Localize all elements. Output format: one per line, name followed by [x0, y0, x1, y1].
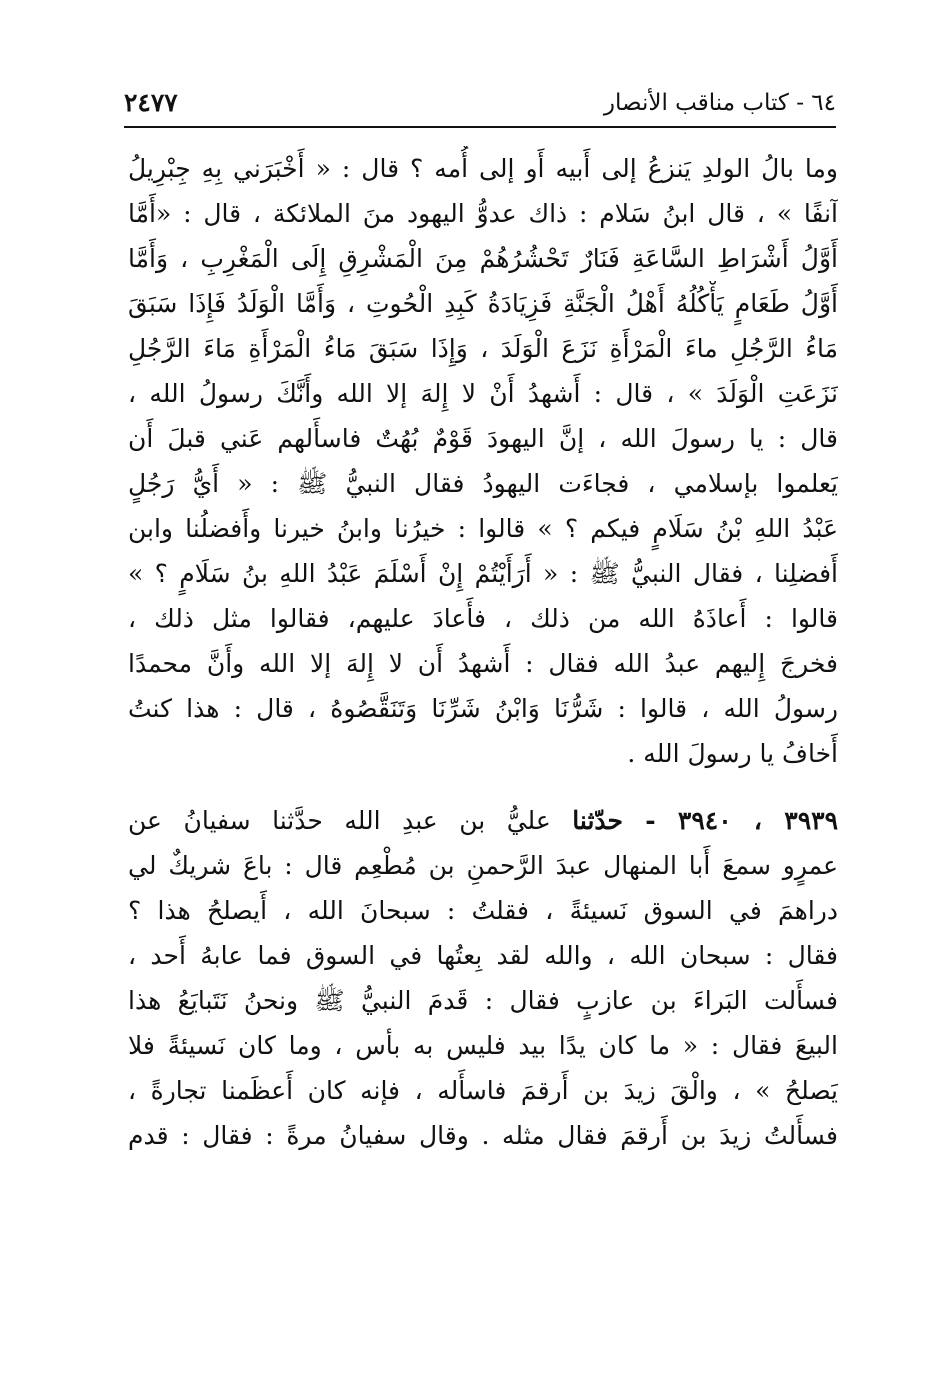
text-line: وما بالُ الولدِ يَنزعُ إلى أَبيه أَو إلى أُمه ؟ قال : « أَخْبَرَني بِهِ جِبْرِيلُ — [128, 154, 838, 183]
running-title: ٦٤ - كتاب مناقب الأنصار — [603, 90, 836, 116]
text-line: فخرجَ إِليهم عبدُ الله فقال : أَشهدُ أَن لا إِلهَ إلا الله وأَنَّ محمدًا — [128, 649, 838, 678]
text-line: قالوا : أَعاذَهُ الله من ذلك ، فأَعادَ عليهم، فقالوا مثل ذلك ، — [128, 604, 838, 633]
text-line: فسأَلتُ زيدَ بن أَرقمَ فقال مثله . وقال سفيانُ مرةً : فقال : قدم — [128, 1121, 838, 1150]
text-line: يَعلموا بإسلامي ، فجاءَت اليهودُ فقال النبيُّ ﷺ : « أَيُّ رَجُلٍ — [128, 469, 838, 498]
page-header — [124, 86, 836, 128]
text-line: عَبْدُ اللهِ بْنُ سَلَامٍ فيكم ؟ » قالوا : خيرُنا وابنُ خيرنا وأَفضلُنا وابن — [128, 514, 838, 543]
text-line: عمرٍو سمعَ أَبا المنهال عبدَ الرَّحمنِ بن مُطْعِم قال : باعَ شريكٌ لي — [128, 851, 838, 880]
text-line: أَفضلِنا ، فقال النبيُّ ﷺ : « أَرَأَيْتُمْ إِنْ أَسْلَمَ عَبْدُ اللهِ بنُ سَلَامٍ ؟ » — [128, 559, 838, 588]
text-line: قال : يا رسولَ الله ، إنَّ اليهودَ قَوْمٌ بُهُتٌ فاسأَلهم عَني قبلَ أَن — [128, 424, 838, 453]
text-line: فقال : سبحان الله ، والله لقد بِعتُها في السوق فما عابهُ أَحد ، — [128, 941, 838, 970]
text-line: فسأَلت البَراءَ بن عازبٍ فقال : قَدمَ النبيُّ ﷺ ونحنُ نَتَبايَعُ هذا — [128, 986, 838, 1015]
text-line: رسولُ الله ، قالوا : شَرُّنَا وَابْنُ شَرِّنَا وَتَنَقَّصُوهُ ، قال : هذا كنتُ — [128, 694, 838, 723]
text-line: نَزَعَتِ الْوَلَدَ » ، قال : أَشهدُ أَنْ لا إِلهَ إلا الله وأَنَّكَ رسولُ الله ، — [128, 379, 838, 408]
body-text — [128, 146, 838, 1158]
text-line: عليُّ بن عبدِ الله حدَّثنا سفيانُ عن — [128, 806, 573, 835]
text-line: أَخافُ يا رسولَ الله . — [627, 739, 838, 768]
text-line: مَاءُ الرَّجُلِ ماءَ الْمَرْأَةِ نَزَعَ الْوَلَدَ ، وَإِذَا سَبَقَ مَاءُ الْمَرْأَةِ مَاءَ الرَّجُلِ — [128, 334, 838, 363]
text-line: أَوَّلُ أَشْرَاطِ السَّاعَةِ فَنَارٌ تَحْشُرُهُمْ مِنَ الْمَشْرِقِ إِلَى الْمَغْرِبِ ، وَأَمَّا — [128, 244, 838, 273]
hadith-first-line — [128, 798, 838, 843]
text-line: البيعَ فقال : « ما كان يدًا بيد فليس به بأس ، وما كان نَسيئةً فلا — [128, 1031, 838, 1060]
hadith-number: ٣٩٣٩ ، ٣٩٤٠ - حدّثنا — [572, 806, 838, 835]
text-line: دراهمَ في السوق نَسيئةً ، فقلتُ : سبحانَ الله ، أَيصلحُ هذا ؟ — [128, 896, 838, 925]
text-line: آنفًا » ، قال ابنُ سَلام : ذاك عدوُّ اليهود منَ الملائكة ، قال : «أَمَّا — [128, 199, 838, 228]
page-number: ٢٤٧٧ — [124, 88, 178, 117]
text-line: يَصلحُ » ، والْقَ زيدَ بن أَرقمَ فاسأَله ، فإنه كان أَعظَمنا تجارةً ، — [128, 1076, 838, 1105]
text-line: أَوَّلُ طَعَامٍ يَأْكُلُهُ أَهْلُ الْجَنَّةِ فَزِيَادَةُ كَبِدِ الْحُوتِ ، وَأَمَّا الْوَلَدُ فَإِذَا سَبَقَ — [128, 289, 838, 318]
paragraph-gap — [128, 776, 838, 798]
